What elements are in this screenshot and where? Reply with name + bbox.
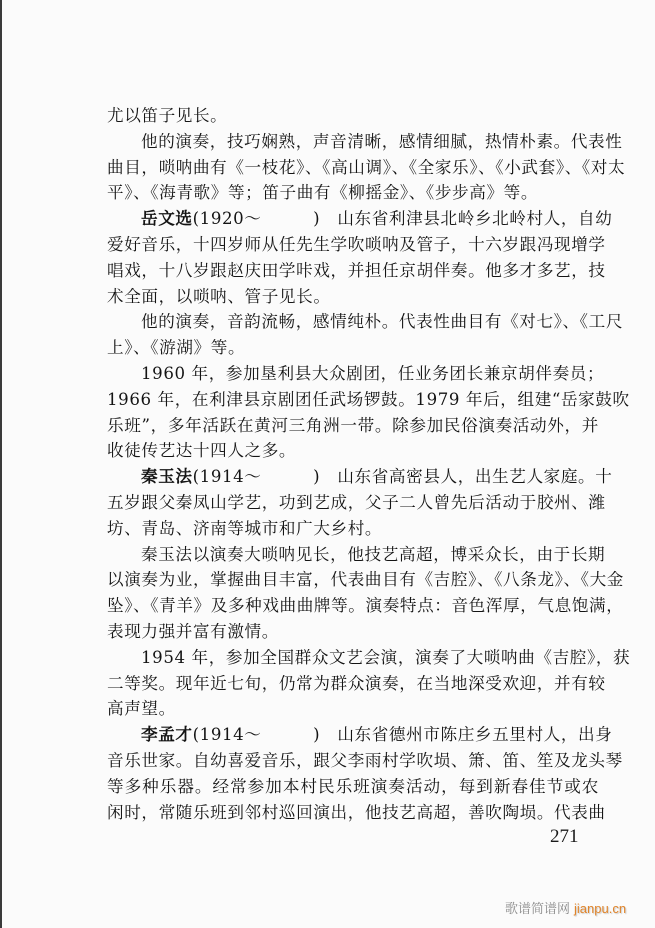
text-line: 唱戏，十八岁跟赵庆田学咔戏，并担任京胡伴奏。他多才多艺，技	[107, 260, 606, 280]
biography-heading-line	[107, 206, 613, 232]
text-line: 平》、《海青歌》等；笛子曲有《柳摇金》、《步步高》等。	[107, 183, 539, 203]
text-line: 以演奏为业，掌握曲目丰富，代表曲目有《吉腔》、《八条龙》、《大金	[107, 570, 624, 590]
page-number: 271	[550, 826, 579, 847]
biography-heading-line	[107, 464, 613, 490]
text-segment: 山东省德州市陈庄乡五里村人，出身	[320, 725, 613, 745]
life-dates: (1914～ )	[192, 725, 321, 745]
text-line: 他的演奏，技巧娴熟，声音清晰，感情细腻，热情朴素。代表性	[141, 131, 623, 151]
life-dates: (1914～ )	[192, 467, 321, 487]
text-line: 尤以笛子见长。	[107, 106, 228, 125]
text-line: 收徒传艺达十四人之多。	[107, 441, 297, 461]
text-segment: 山东省利津县北岭乡北岭村人，自幼	[320, 209, 613, 229]
text-line: 1960 年，参加垦利县大众剧团，任业务团长兼京胡伴奏员；	[141, 363, 605, 383]
watermark-domain: jianpu.cn	[574, 901, 627, 916]
text-line: 坊、青岛、济南等城市和广大乡村。	[107, 518, 383, 538]
site-watermark	[505, 898, 626, 917]
text-line: 闲时，常随乐班到邻村巡回演出，他技艺高超，善吹陶埙。代表曲	[107, 802, 606, 822]
text-line: 二等奖。现年近七旬，仍常为群众演奏，在当地深受欢迎，并有较	[107, 673, 606, 693]
text-line: 1954 年，参加全国群众文艺会演，演奏了大唢呐曲《吉腔》，获	[141, 647, 631, 667]
text-line: 音乐世家。自幼喜爱音乐，跟父李雨村学吹埙、箫、笛、笙及龙头琴	[107, 750, 623, 770]
text-line: 高声望。	[107, 699, 176, 719]
text-line: 乐班”，多年活跃在黄河三角洲一带。除参加民俗演奏活动外，并	[107, 415, 599, 435]
biography-heading-line	[107, 722, 613, 748]
text-line: 曲目，唢呐曲有《一枝花》、《高山调》、《全家乐》、《小武套》、《对太	[107, 157, 626, 177]
text-segment: 山东省高密县人，出生艺人家庭。十	[320, 467, 613, 487]
person-name: 李孟才	[141, 724, 193, 745]
text-line: 等多种乐器。经常参加本村民乐班演奏活动，每到新春佳节或农	[107, 776, 599, 796]
text-line: 1966 年，在利津县京剧团任武场锣鼓。1979 年后，组建“岳家鼓吹	[107, 389, 630, 409]
text-line: 上》、《游湖》等。	[107, 338, 246, 358]
person-name: 岳文选	[141, 208, 193, 229]
text-line: 表现力强并富有激情。	[107, 621, 279, 641]
text-line: 五岁跟父秦凤山学艺，功到艺成，父子二人曾先后活动于胶州、潍	[107, 492, 606, 512]
life-dates: (1920～ )	[192, 209, 321, 229]
text-line: 爱好音乐，十四岁师从任先生学吹唢呐及管子，十六岁跟冯现增学	[107, 234, 606, 254]
text-line: 他的演奏，音韵流畅，感情纯朴。代表性曲目有《对七》、《工尺	[141, 312, 624, 332]
page-body	[107, 103, 631, 825]
text-line: 坠》、《青羊》及多种戏曲曲牌等。演奏特点：音色浑厚，气息饱满，	[107, 596, 624, 616]
page-left-edge	[0, 0, 2, 928]
person-name: 秦玉法	[141, 466, 193, 487]
watermark-site-name: 歌谱简谱网	[505, 902, 571, 917]
text-line: 术全面，以唢呐、管子见长。	[107, 286, 331, 306]
text-line: 秦玉法以演奏大唢呐见长，他技艺高超，博采众长，由于长期	[141, 544, 606, 564]
